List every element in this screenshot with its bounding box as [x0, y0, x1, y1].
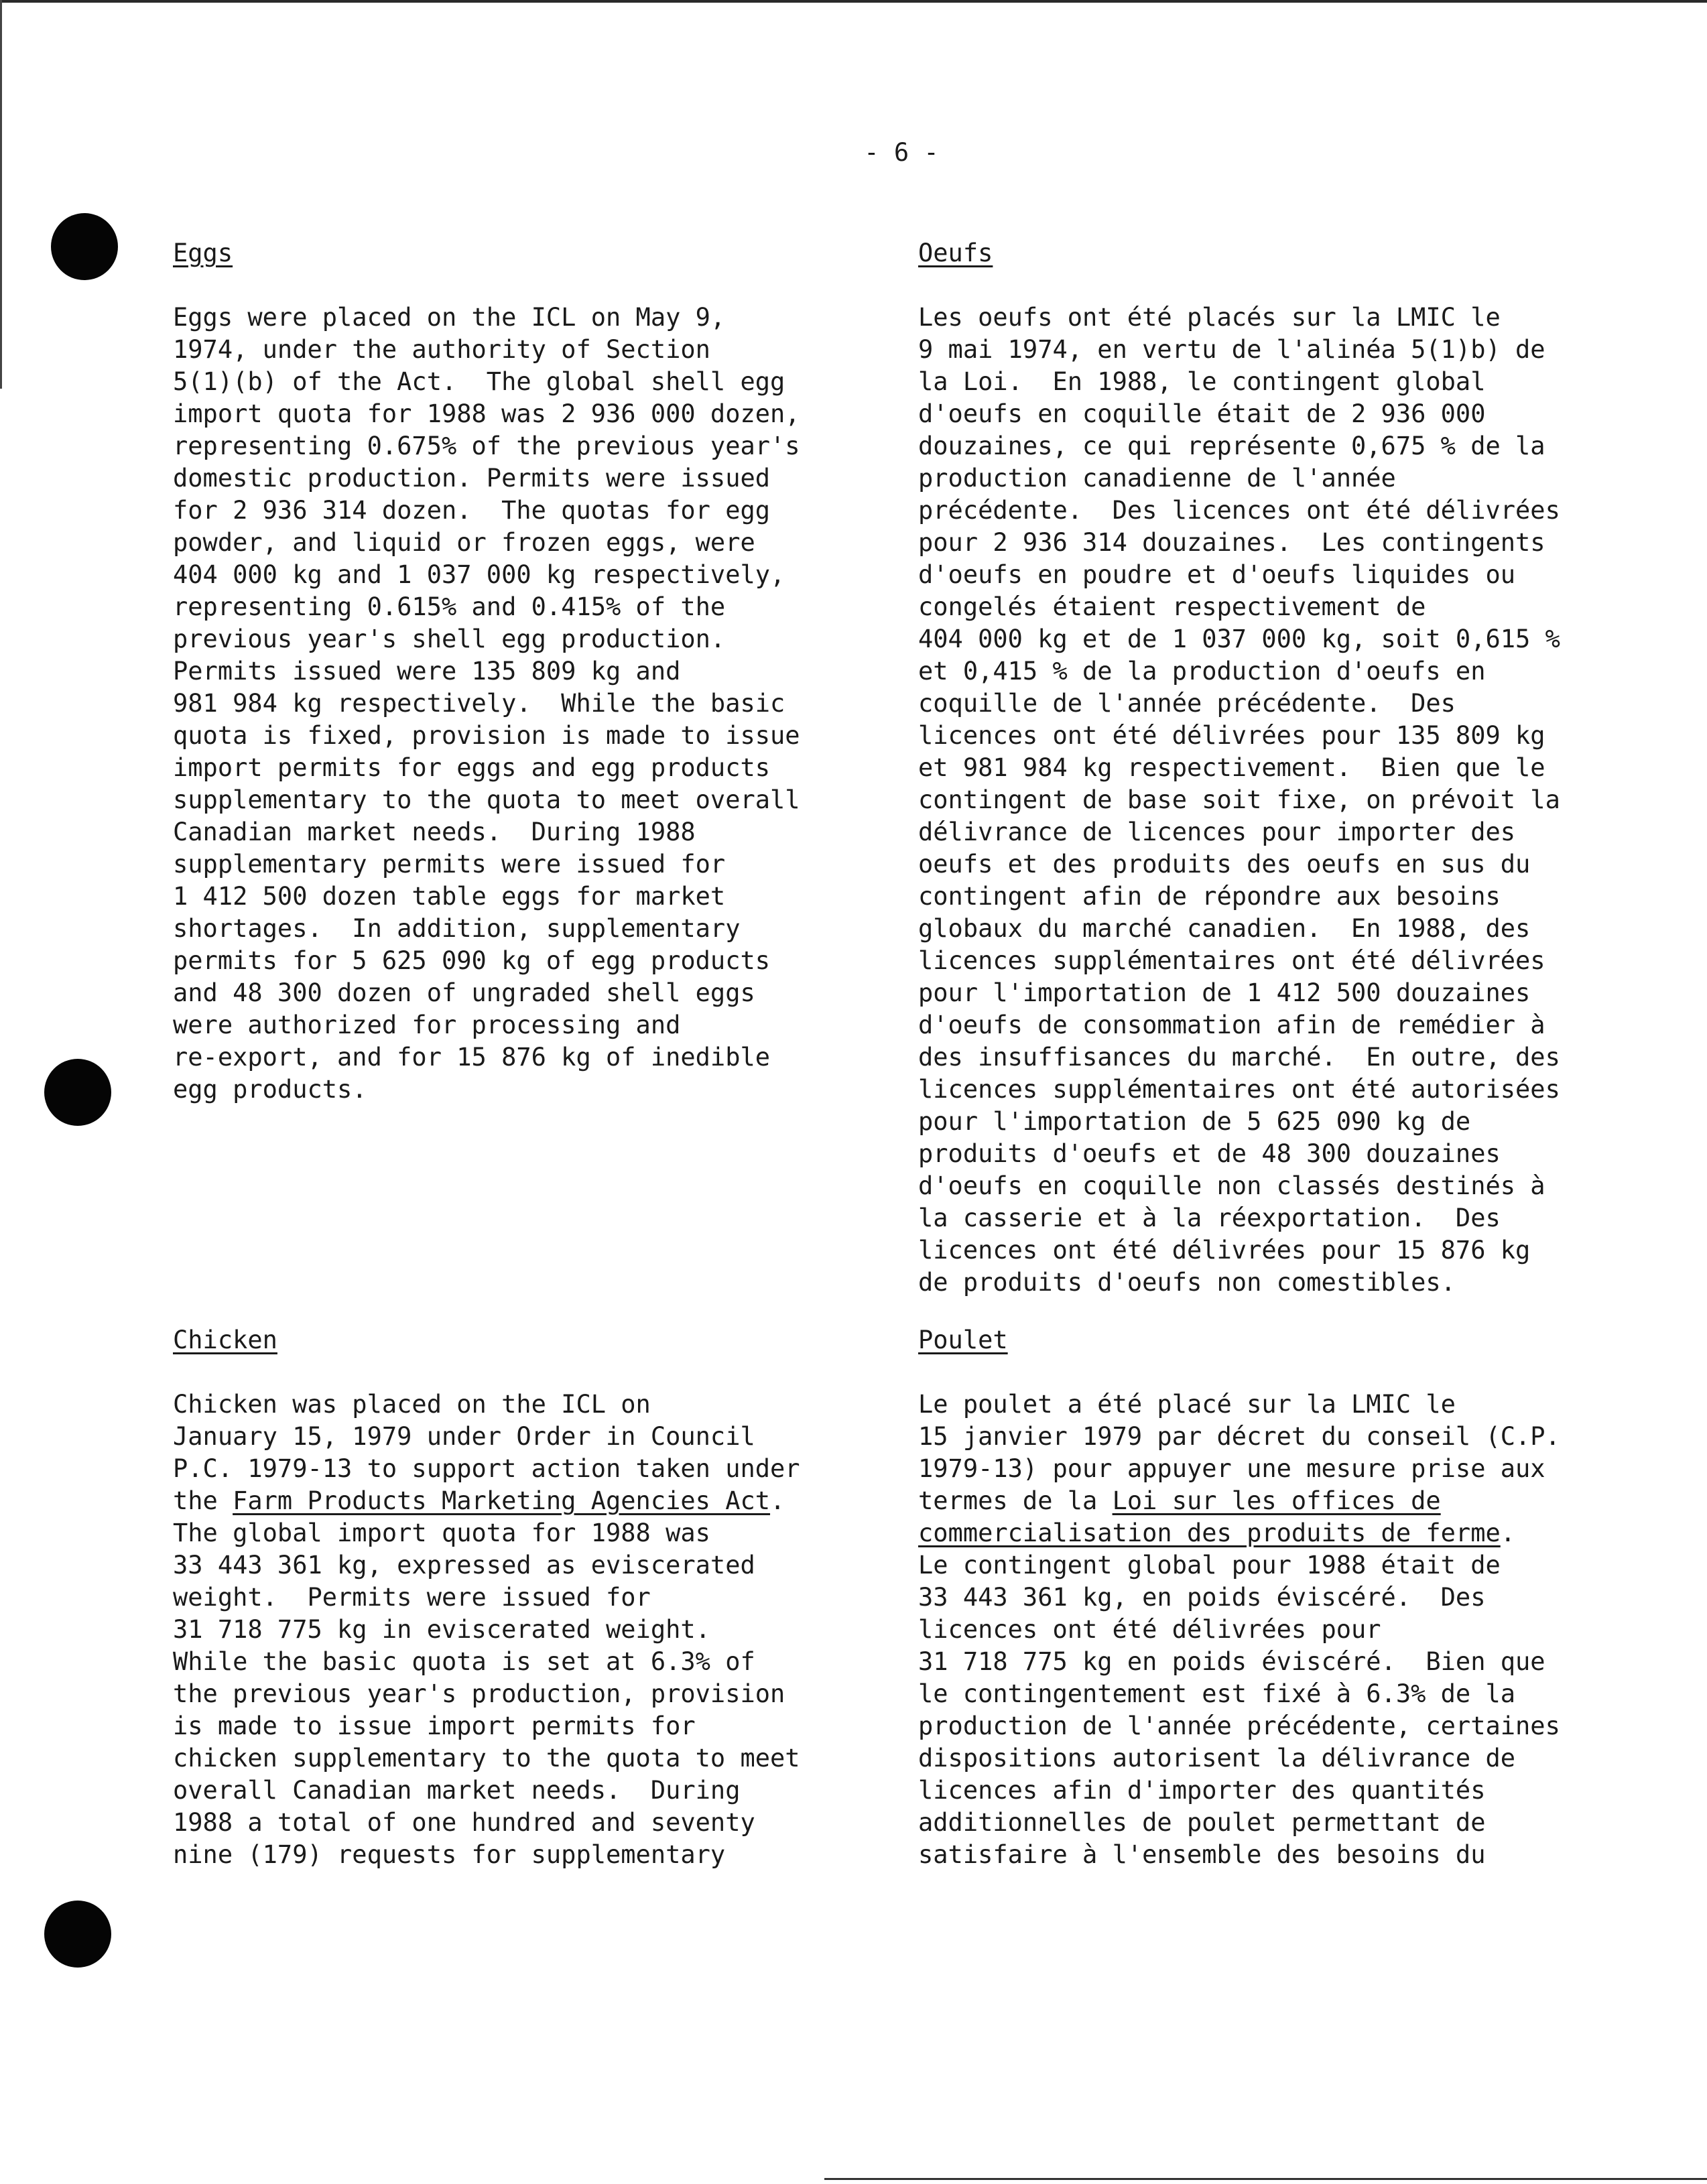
text-line: des insuffisances du marché. En outre, des	[918, 1043, 1560, 1072]
text-line: domestic production. Permits were issued	[173, 464, 771, 493]
text-line: 1988 a total of one hundred and seventy	[173, 1808, 755, 1837]
text-line	[918, 1485, 1560, 1517]
text-line: supplementary permits were issued for	[173, 850, 726, 879]
text-line: import quota for 1988 was 2 936 000 dozen,	[173, 399, 800, 428]
chicken-paragraph	[173, 1389, 800, 1871]
text-line: production canadienne de l'année	[918, 464, 1396, 493]
text-line: previous year's shell egg production.	[173, 625, 726, 653]
oeufs-paragraph	[918, 302, 1560, 1299]
text-line: for 2 936 314 dozen. The quotas for egg	[173, 496, 771, 525]
text-line: 33 443 361 kg, en poids éviscéré. Des	[918, 1583, 1486, 1612]
text-line: were authorized for processing and	[173, 1011, 681, 1039]
text-line: produits d'oeufs et de 48 300 douzaines	[918, 1139, 1501, 1168]
text-line: the previous year's production, provision	[173, 1679, 785, 1708]
text-line: oeufs et des produits des oeufs en sus du	[918, 850, 1531, 879]
left-scan-rule	[0, 0, 2, 389]
act-title-reference: Farm Products Marketing Agencies Act	[233, 1486, 771, 1515]
text-line: satisfaire à l'ensemble des besoins du	[918, 1840, 1486, 1869]
text-line: import permits for eggs and egg products	[173, 753, 771, 782]
act-title-reference: commercialisation des produits de ferme	[918, 1519, 1501, 1547]
text-line: délivrance de licences pour importer des	[918, 818, 1516, 846]
text-fragment: the	[173, 1486, 233, 1515]
text-line: 404 000 kg and 1 037 000 kg respectively,	[173, 560, 785, 589]
text-line: 15 janvier 1979 par décret du conseil (C.P.	[918, 1422, 1560, 1451]
text-line: licences ont été délivrées pour 15 876 kg	[918, 1236, 1531, 1265]
text-line: chicken supplementary to the quota to meet	[173, 1744, 800, 1773]
text-line: la casserie et à la réexportation. Des	[918, 1204, 1501, 1232]
bottom-scan-rule	[824, 2178, 1707, 2180]
text-line: licences ont été délivrées pour 135 809 kg	[918, 721, 1545, 750]
text-line: Canadian market needs. During 1988	[173, 818, 696, 846]
text-line: 404 000 kg et de 1 037 000 kg, soit 0,615 %	[918, 625, 1560, 653]
text-line: contingent afin de répondre aux besoins	[918, 882, 1501, 911]
text-line: globaux du marché canadien. En 1988, des	[918, 914, 1531, 943]
chicken-remaining-lines	[173, 1517, 800, 1871]
text-line: While the basic quota is set at 6.3% of	[173, 1647, 755, 1676]
eggs-paragraph	[173, 302, 800, 1106]
text-line: and 48 300 dozen of ungraded shell eggs	[173, 978, 755, 1007]
text-line: egg products.	[173, 1075, 367, 1104]
text-line: 1979-13) pour appuyer une mesure prise aux	[918, 1454, 1545, 1483]
text-line: January 15, 1979 under Order in Council	[173, 1422, 755, 1451]
text-line: dispositions autorisent la délivrance de	[918, 1744, 1516, 1773]
text-line: quota is fixed, provision is made to issue	[173, 721, 800, 750]
text-line: shortages. In addition, supplementary	[173, 914, 741, 943]
punch-hole-middle	[44, 1059, 111, 1126]
text-line: précédente. Des licences ont été délivrées	[918, 496, 1560, 525]
text-line: re-export, and for 15 876 kg of inedible	[173, 1043, 771, 1072]
text-line: representing 0.615% and 0.415% of the	[173, 592, 726, 621]
text-line: production de l'année précédente, certaines	[918, 1712, 1560, 1740]
text-fragment: .	[770, 1486, 785, 1515]
text-line: Le poulet a été placé sur la LMIC le	[918, 1390, 1456, 1419]
text-line: d'oeufs de consommation afin de remédier à	[918, 1011, 1545, 1039]
text-line: licences afin d'importer des quantités	[918, 1776, 1486, 1805]
text-line: Les oeufs ont été placés sur la LMIC le	[918, 303, 1501, 332]
poulet-paragraph	[918, 1389, 1560, 1871]
text-line: permits for 5 625 090 kg of egg products	[173, 946, 771, 975]
act-title-reference: Loi sur les offices de	[1112, 1486, 1441, 1515]
text-line: Le contingent global pour 1988 était de	[918, 1551, 1501, 1580]
text-line: d'oeufs en coquille non classés destinés à	[918, 1171, 1545, 1200]
text-line: d'oeufs en coquille était de 2 936 000	[918, 399, 1486, 428]
text-line: is made to issue import permits for	[173, 1712, 696, 1740]
text-line: weight. Permits were issued for	[173, 1583, 651, 1612]
text-line: et 0,415 % de la production d'oeufs en	[918, 657, 1486, 686]
poulet-remaining-lines	[918, 1549, 1560, 1871]
text-line	[918, 1517, 1560, 1549]
text-line	[173, 1485, 800, 1517]
text-line: 1 412 500 dozen table eggs for market	[173, 882, 726, 911]
text-line: supplementary to the quota to meet overall	[173, 785, 800, 814]
text-line: et 981 984 kg respectivement. Bien que le	[918, 753, 1545, 782]
text-line: d'oeufs en poudre et d'oeufs liquides ou	[918, 560, 1516, 589]
text-line: pour l'importation de 5 625 090 kg de	[918, 1107, 1471, 1136]
poulet-heading: Poulet	[918, 1326, 1008, 1354]
text-line: 31 718 775 kg in eviscerated weight.	[173, 1615, 710, 1644]
page-number: - 6 -	[864, 138, 939, 167]
text-line: The global import quota for 1988 was	[173, 1519, 710, 1547]
text-fragment: termes de la	[918, 1486, 1113, 1515]
text-line: 9 mai 1974, en vertu de l'alinéa 5(1)b) de	[918, 335, 1545, 364]
text-line: contingent de base soit fixe, on prévoit la	[918, 785, 1560, 814]
chicken-heading: Chicken	[173, 1326, 277, 1354]
text-line: 33 443 361 kg, expressed as eviscerated	[173, 1551, 755, 1580]
text-line: 5(1)(b) of the Act. The global shell egg	[173, 367, 785, 396]
text-line: Eggs were placed on the ICL on May 9,	[173, 303, 726, 332]
text-line: 31 718 775 kg en poids éviscéré. Bien que	[918, 1647, 1545, 1676]
text-line: de produits d'oeufs non comestibles.	[918, 1268, 1456, 1297]
eggs-heading: Eggs	[173, 239, 233, 267]
text-line: 981 984 kg respectively. While the basic	[173, 689, 785, 718]
text-line: licences supplémentaires ont été délivrées	[918, 946, 1545, 975]
text-line: representing 0.675% of the previous year's	[173, 432, 800, 460]
text-line: Permits issued were 135 809 kg and	[173, 657, 681, 686]
text-line: coquille de l'année précédente. Des	[918, 689, 1456, 718]
text-line: 1974, under the authority of Section	[173, 335, 710, 364]
text-line: le contingentement est fixé à 6.3% de la	[918, 1679, 1516, 1708]
text-line: Chicken was placed on the ICL on	[173, 1390, 651, 1419]
text-line: douzaines, ce qui représente 0,675 % de la	[918, 432, 1545, 460]
text-line: pour l'importation de 1 412 500 douzaines	[918, 978, 1531, 1007]
text-line: P.C. 1979-13 to support action taken under	[173, 1454, 800, 1483]
text-line: overall Canadian market needs. During	[173, 1776, 741, 1805]
text-line: la Loi. En 1988, le contingent global	[918, 367, 1486, 396]
text-line: pour 2 936 314 douzaines. Les contingents	[918, 528, 1545, 557]
top-scan-rule	[0, 0, 1707, 3]
text-line: nine (179) requests for supplementary	[173, 1840, 726, 1869]
oeufs-heading: Oeufs	[918, 239, 993, 267]
text-fragment: .	[1500, 1519, 1516, 1547]
text-line: additionnelles de poulet permettant de	[918, 1808, 1486, 1837]
text-line: licences supplémentaires ont été autorisées	[918, 1075, 1560, 1104]
punch-hole-top	[51, 213, 118, 280]
text-line: congelés étaient respectivement de	[918, 592, 1426, 621]
text-line: powder, and liquid or frozen eggs, were	[173, 528, 755, 557]
text-line: licences ont été délivrées pour	[918, 1615, 1381, 1644]
punch-hole-bottom	[44, 1901, 111, 1968]
